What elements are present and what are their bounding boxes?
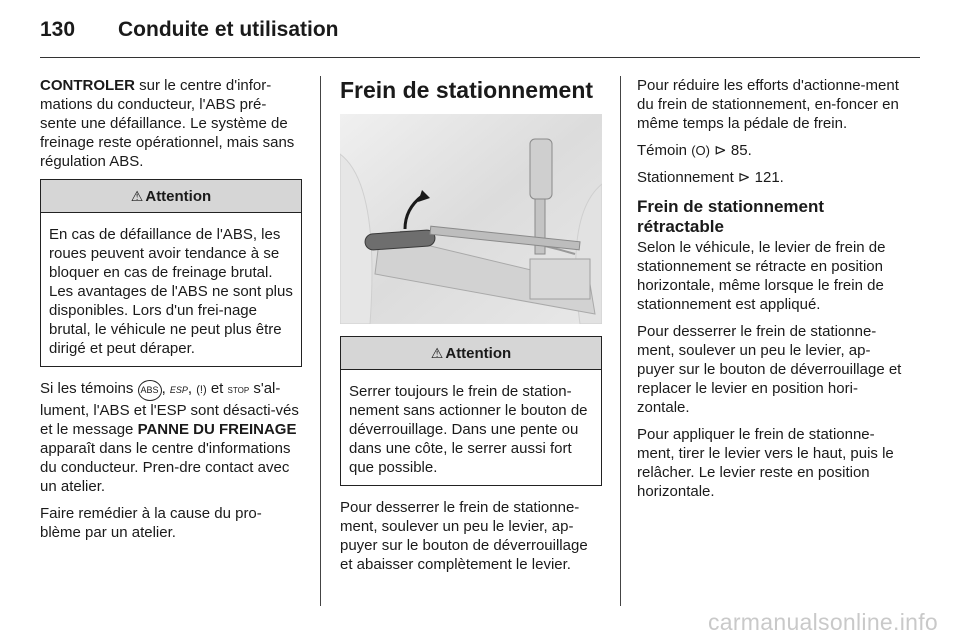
attention-box-parking	[340, 336, 602, 486]
text-span: 85.	[726, 142, 752, 159]
section-heading-parking-brake: Frein de stationnement	[340, 77, 594, 103]
stop-warning-icon: STOP	[227, 386, 250, 395]
repair-paragraph: Faire remédier à la cause du pro-blème par un atelier.	[40, 505, 262, 541]
column-3	[637, 76, 903, 509]
warning-lights-paragraph: Si les témoins ABS , ESP, (!) et STOP s'al-lument, l'ABS et l'ESP sont désacti-vés et le message PANNE DU FREINAGE apparaît dans le centre d'informations du conducteur. Pren-dre contact avec un atelier.	[40, 380, 299, 495]
controler-keyword: CONTROLER	[40, 77, 135, 94]
page-header	[40, 18, 920, 48]
apply-retractable-paragraph: Pour appliquer le frein de stationne-ment, tirer le levier vers le haut, puis le relâcher. Le levier reste en position horizontale.	[637, 426, 894, 500]
text-span: apparaît dans le centre d'informations du conducteur. Pren-dre contact avec un atelier.	[40, 440, 291, 495]
abs-paragraph	[40, 76, 302, 171]
column-1	[40, 76, 302, 550]
text-span: s'al-lument, l'ABS et l'ESP sont désacti-vés et le message	[40, 380, 299, 438]
text-span: Si les témoins	[40, 380, 138, 397]
attention-header	[41, 180, 301, 213]
abs-warning-icon: ABS	[138, 380, 162, 401]
column-2	[340, 76, 602, 582]
attention-title: Attention	[445, 345, 512, 362]
cross-reference-stationnement	[637, 168, 903, 187]
column-divider-1	[320, 76, 321, 606]
warning-triangle-icon: ⚠	[130, 188, 144, 204]
esp-warning-icon: ESP	[169, 385, 188, 395]
subheading-retractable: Frein de stationnement rétractable	[637, 197, 825, 236]
warning-triangle-icon: ⚠	[430, 345, 444, 361]
abs-paragraph-text: sur le centre d'infor-mations du conducteur, l'ABS pré-sente une défaillance. Le système de freinage reste opérationnel, mais sans régulation ABS.	[40, 77, 295, 170]
release-retractable-paragraph: Pour desserrer le frein de stationne-ment, soulever un peu le levier, ap-puyer sur le bouton de déverrouillage et replacer le levier en position hori-zontale.	[637, 323, 902, 416]
watermark: carmanualsonline.info	[707, 609, 938, 635]
brake-pedal-paragraph: Pour réduire les efforts d'actionne-ment du frein de stationnement, en-foncer en même temps la pédale de frein.	[637, 77, 899, 132]
attention-box-abs	[40, 179, 302, 367]
cross-reference-temoin	[637, 141, 903, 160]
brake-indicator-icon: (O)	[691, 143, 710, 158]
page-number: 130	[40, 18, 76, 41]
column-divider-2	[620, 76, 621, 606]
attention-title: Attention	[145, 188, 212, 205]
text-span: et	[206, 380, 228, 397]
header-divider	[40, 57, 920, 58]
page-title: Conduite et utilisation	[118, 18, 339, 41]
attention-text: En cas de défaillance de l'ABS, les roues peuvent avoir tendance à se bloquer en cas de freinage brutal. Les avantages de l'ABS ne sont plus disponibles. Lors d'un frei-nage brutal, le véhicule ne peut plus être dirigé et peut déraper.	[49, 226, 293, 357]
text-span: Stationnement	[637, 169, 734, 186]
retractable-paragraph: Selon le véhicule, le levier de frein de stationnement se rétracte en position horizontale, même lorsque le frein de stationnement est appliqué.	[637, 239, 886, 313]
parking-brake-illustration	[340, 114, 602, 324]
text-span: Témoin	[637, 142, 692, 159]
text-span: 121.	[750, 169, 784, 186]
panne-freinage-message: PANNE DU FREINAGE	[137, 421, 297, 438]
page-ref-arrow-icon: ⊳	[737, 169, 751, 186]
page-ref-arrow-icon: ⊳	[714, 142, 727, 159]
release-parking-brake-paragraph: Pour desserrer le frein de stationne-ment, soulever un peu le levier, ap-puyer sur le bouton de déverrouillage et abaisser complètement le levier.	[340, 499, 588, 573]
attention-text: Serrer toujours le frein de station-nement sans actionner le bouton de déverrouillage. Dans une pente ou dans une côte, le serrer aussi fort que possible.	[349, 383, 588, 476]
brake-warning-icon: (!)	[196, 384, 207, 396]
attention-header	[341, 337, 601, 370]
